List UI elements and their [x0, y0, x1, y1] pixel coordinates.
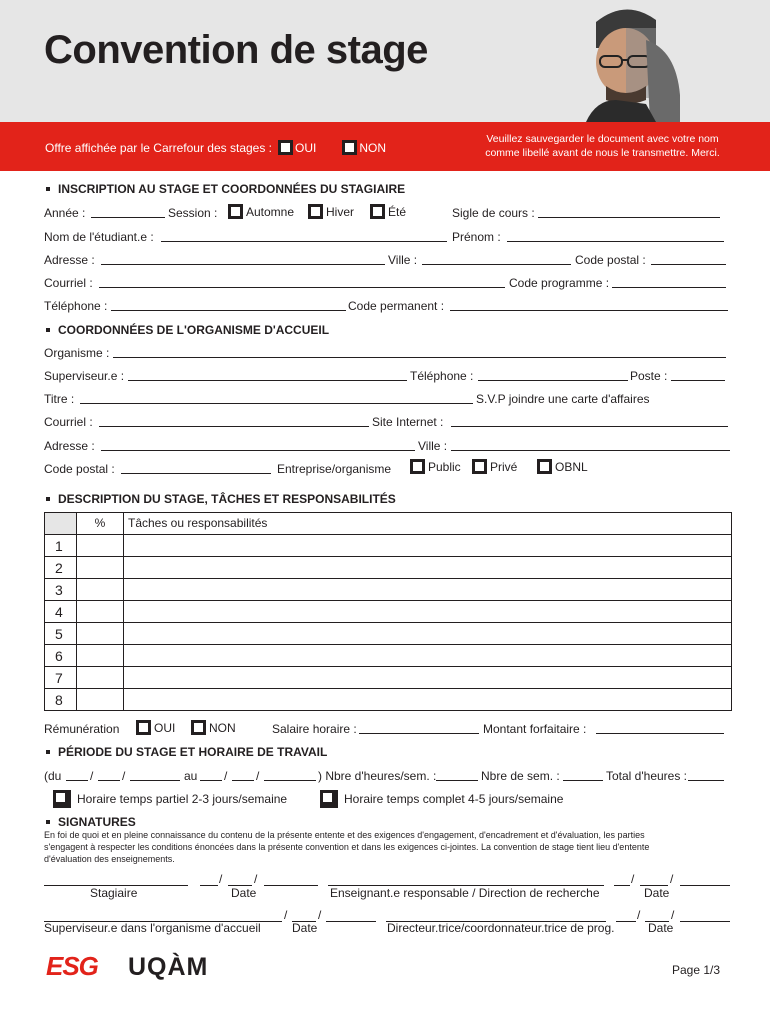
- task-percent-cell[interactable]: [77, 667, 124, 689]
- telephone-field[interactable]: [111, 299, 346, 311]
- code-postal-field[interactable]: [651, 253, 726, 265]
- horaire-partiel-checkbox[interactable]: [53, 790, 71, 808]
- automne-checkbox[interactable]: [228, 204, 243, 219]
- task-row: [45, 579, 732, 601]
- courriel-field[interactable]: [99, 276, 505, 288]
- code-programme-label: Code programme :: [509, 276, 610, 290]
- tasks-header: Tâches ou responsabilités: [124, 513, 732, 535]
- du-mois-field[interactable]: [98, 769, 120, 781]
- percent-header: %: [77, 513, 124, 535]
- task-row: [45, 557, 732, 579]
- au-jour-field[interactable]: [200, 769, 222, 781]
- task-description-cell[interactable]: [124, 645, 732, 667]
- site-internet-label: Site Internet :: [372, 415, 444, 429]
- section-signatures-title: SIGNATURES: [46, 815, 136, 829]
- horaire-partiel-option[interactable]: Horaire temps partiel 2-3 jours/semaine: [53, 790, 287, 808]
- horaire-complet-checkbox[interactable]: [320, 790, 338, 808]
- slash-2: /: [122, 769, 126, 783]
- offer-question: [45, 140, 386, 155]
- enseignant-date-label: Date: [644, 886, 670, 900]
- task-description-cell[interactable]: [124, 601, 732, 623]
- section-periode-title: PÉRIODE DU STAGE ET HORAIRE DE TRAVAIL: [46, 745, 327, 759]
- entreprise-type-label: Entreprise/organisme: [277, 462, 392, 476]
- courriel-label: Courriel :: [44, 276, 93, 290]
- directeur-date-jour[interactable]: [616, 910, 636, 922]
- directeur-date-annee[interactable]: [680, 910, 730, 922]
- slash-4: /: [256, 769, 260, 783]
- ville-label: Ville :: [388, 253, 418, 267]
- task-row-number: 2: [45, 557, 77, 579]
- montant-label: Montant forfaitaire :: [483, 722, 587, 736]
- stagiaire-signature-field[interactable]: [44, 874, 188, 886]
- code-programme-field[interactable]: [612, 276, 726, 288]
- superviseur-date-annee[interactable]: [326, 910, 376, 922]
- student-photo: [576, 0, 688, 122]
- task-percent-cell[interactable]: [77, 689, 124, 711]
- section-organisme-title: COORDONNÉES DE L'ORGANISME D'ACCUEIL: [46, 323, 329, 337]
- hiver-checkbox[interactable]: [308, 204, 323, 219]
- sig-slash-2: /: [254, 872, 258, 886]
- section-inscription-title: INSCRIPTION AU STAGE ET COORDONNÉES DU STAGIAIRE: [46, 182, 405, 196]
- task-row-number: 4: [45, 601, 77, 623]
- au-annee-field[interactable]: [264, 769, 316, 781]
- annee-label: Année :: [44, 206, 86, 220]
- task-row-number: 8: [45, 689, 77, 711]
- task-percent-cell[interactable]: [77, 557, 124, 579]
- superviseur-date-jour[interactable]: [262, 910, 282, 922]
- poste-label: Poste :: [630, 369, 668, 383]
- enseignant-signature-field[interactable]: [328, 874, 604, 886]
- section-description-title: DESCRIPTION DU STAGE, TÂCHES ET RESPONSABILITÉS: [46, 492, 396, 506]
- page-title: Convention de stage: [44, 28, 428, 72]
- task-row: [45, 667, 732, 689]
- code-permanent-field[interactable]: [450, 299, 728, 311]
- org-code-postal-label: Code postal :: [44, 462, 115, 476]
- org-ville-field[interactable]: [451, 439, 730, 451]
- salaire-field[interactable]: [359, 722, 479, 734]
- ete-checkbox[interactable]: [370, 204, 385, 219]
- horaire-complet-option[interactable]: Horaire temps complet 4-5 jours/semaine: [320, 790, 563, 808]
- organisme-field[interactable]: [113, 346, 726, 358]
- legal-text: [44, 829, 734, 865]
- offer-label: Offre affichée par le Carrefour des stages :: [45, 140, 273, 155]
- superviseur-field[interactable]: [128, 369, 407, 381]
- task-row: [45, 689, 732, 711]
- legal-line-3: d'évaluation des enseignements.: [44, 854, 175, 864]
- titre-label: Titre :: [44, 392, 75, 406]
- code-postal-label: Code postal :: [575, 253, 646, 267]
- prive-option[interactable]: Privé: [472, 459, 517, 474]
- site-internet-field[interactable]: [451, 415, 728, 427]
- task-row-number: 7: [45, 667, 77, 689]
- public-option[interactable]: Public: [410, 459, 461, 474]
- org-code-postal-field[interactable]: [121, 462, 271, 474]
- remuneration-oui-checkbox[interactable]: [136, 720, 151, 735]
- poste-field[interactable]: [671, 369, 725, 381]
- enseignant-date-mois[interactable]: [640, 874, 668, 886]
- task-percent-cell[interactable]: [77, 535, 124, 557]
- org-ville-label: Ville :: [418, 439, 448, 453]
- page-number: Page 1/3: [672, 963, 721, 977]
- directeur-date-label: Date: [648, 921, 674, 935]
- superviseur-date-label: Date: [292, 921, 318, 935]
- tasks-table: [44, 512, 732, 711]
- enseignant-label: Enseignant.e responsable / Direction de recherche: [330, 886, 600, 900]
- task-description-cell[interactable]: [124, 623, 732, 645]
- task-description-cell[interactable]: [124, 579, 732, 601]
- nbre-heures-label: ) Nbre d'heures/sem. :: [318, 769, 437, 783]
- session-automne-option[interactable]: Automne: [228, 204, 294, 219]
- legal-line-1: En foi de quoi et en pleine connaissance du contenu de la présente entente et des exigences d'engagement, d'encadrement et d'évaluation, les parties: [44, 830, 645, 840]
- task-percent-cell[interactable]: [77, 601, 124, 623]
- tasks-header-row: [45, 513, 732, 535]
- save-notice: [470, 132, 735, 160]
- code-permanent-label: Code permanent :: [348, 299, 445, 313]
- task-percent-cell[interactable]: [77, 623, 124, 645]
- enseignant-date-jour[interactable]: [614, 874, 630, 886]
- du-label: (du: [44, 769, 62, 783]
- ville-field[interactable]: [422, 253, 571, 265]
- obnl-option[interactable]: OBNL: [537, 459, 588, 474]
- total-heures-label: Total d'heures :: [606, 769, 688, 783]
- total-heures-field[interactable]: [688, 769, 724, 781]
- task-row: [45, 535, 732, 557]
- remuneration-label: Rémunération: [44, 722, 120, 736]
- remuneration-oui-option[interactable]: OUI: [136, 720, 175, 735]
- offer-non-checkbox[interactable]: [342, 140, 357, 155]
- stagiaire-label: Stagiaire: [90, 886, 138, 900]
- offer-non-label: NON: [359, 140, 387, 155]
- slash-1: /: [90, 769, 94, 783]
- prive-checkbox[interactable]: [472, 459, 487, 474]
- sig-slash-5: /: [284, 908, 288, 922]
- montant-field[interactable]: [596, 722, 724, 734]
- annee-field[interactable]: [91, 206, 165, 218]
- remuneration-non-option[interactable]: NON: [191, 720, 236, 735]
- session-hiver-option[interactable]: Hiver: [308, 204, 354, 219]
- public-checkbox[interactable]: [410, 459, 425, 474]
- offer-oui-label: OUI: [295, 140, 317, 155]
- slash-3: /: [224, 769, 228, 783]
- prenom-label: Prénom :: [452, 230, 501, 244]
- sig-slash-7: /: [637, 908, 641, 922]
- task-row-number: 6: [45, 645, 77, 667]
- notice-line-2: comme libellé avant de nous le transmettre. Merci.: [485, 147, 720, 159]
- org-adresse-field[interactable]: [101, 439, 415, 451]
- adresse-field[interactable]: [101, 253, 385, 265]
- task-row-number: 3: [45, 579, 77, 601]
- carte-affaires-note: S.V.P joindre une carte d'affaires: [476, 392, 650, 406]
- session-ete-option[interactable]: Été: [370, 204, 406, 219]
- org-courriel-field[interactable]: [99, 415, 369, 427]
- telephone-label: Téléphone :: [44, 299, 108, 313]
- sig-slash-6: /: [318, 908, 322, 922]
- prenom-field[interactable]: [507, 230, 724, 242]
- organisme-label: Organisme :: [44, 346, 110, 360]
- superviseur-sig-label: Superviseur.e dans l'organisme d'accueil: [44, 921, 261, 935]
- stagiaire-date-mois[interactable]: [228, 874, 252, 886]
- task-percent-cell[interactable]: [77, 645, 124, 667]
- org-telephone-field[interactable]: [478, 369, 628, 381]
- sig-slash-8: /: [671, 908, 675, 922]
- nom-field[interactable]: [161, 230, 447, 242]
- task-description-cell[interactable]: [124, 557, 732, 579]
- sig-slash-4: /: [670, 872, 674, 886]
- offer-oui-checkbox[interactable]: [278, 140, 293, 155]
- nbre-sem-label: Nbre de sem. :: [481, 769, 560, 783]
- notice-line-1: Veuillez sauvegarder le document avec votre nom: [486, 133, 719, 145]
- row-number-header: [45, 513, 77, 535]
- salaire-label: Salaire horaire :: [272, 722, 357, 736]
- task-percent-cell[interactable]: [77, 579, 124, 601]
- sig-slash-1: /: [219, 872, 223, 886]
- sigle-field[interactable]: [538, 206, 720, 218]
- nbre-heures-field[interactable]: [436, 769, 478, 781]
- remuneration-non-checkbox[interactable]: [191, 720, 206, 735]
- sigle-label: Sigle de cours :: [452, 206, 535, 220]
- du-annee-field[interactable]: [130, 769, 180, 781]
- enseignant-date-annee[interactable]: [680, 874, 730, 886]
- task-row-number: 1: [45, 535, 77, 557]
- task-row: [45, 623, 732, 645]
- esg-logo: ESG: [46, 951, 98, 981]
- org-adresse-label: Adresse :: [44, 439, 95, 453]
- nom-label: Nom de l'étudiant.e :: [44, 230, 154, 244]
- stagiaire-date-label: Date: [231, 886, 257, 900]
- org-courriel-label: Courriel :: [44, 415, 93, 429]
- obnl-checkbox[interactable]: [537, 459, 552, 474]
- nbre-sem-field[interactable]: [563, 769, 603, 781]
- task-row: [45, 645, 732, 667]
- sig-slash-3: /: [631, 872, 635, 886]
- task-description-cell[interactable]: [124, 667, 732, 689]
- titre-field[interactable]: [80, 392, 473, 404]
- du-jour-field[interactable]: [66, 769, 88, 781]
- superviseur-label: Superviseur.e :: [44, 369, 125, 383]
- stagiaire-date-annee[interactable]: [264, 874, 318, 886]
- task-row: [45, 601, 732, 623]
- session-label: Session :: [168, 206, 218, 220]
- task-description-cell[interactable]: [124, 689, 732, 711]
- offer-banner: [0, 122, 770, 171]
- au-label: au: [184, 769, 198, 783]
- legal-line-2: s'engagent à respecter les conditions énoncées dans la présente convention et dans les exigences ci-jointes. La convention de stage tient lieu d'entente: [44, 842, 650, 852]
- org-telephone-label: Téléphone :: [410, 369, 474, 383]
- task-row-number: 5: [45, 623, 77, 645]
- stagiaire-date-jour[interactable]: [200, 874, 218, 886]
- uqam-logo: UQÀM: [128, 953, 209, 981]
- au-mois-field[interactable]: [232, 769, 254, 781]
- directeur-label: Directeur.trice/coordonnateur.trice de prog.: [387, 921, 615, 935]
- task-description-cell[interactable]: [124, 535, 732, 557]
- adresse-label: Adresse :: [44, 253, 95, 267]
